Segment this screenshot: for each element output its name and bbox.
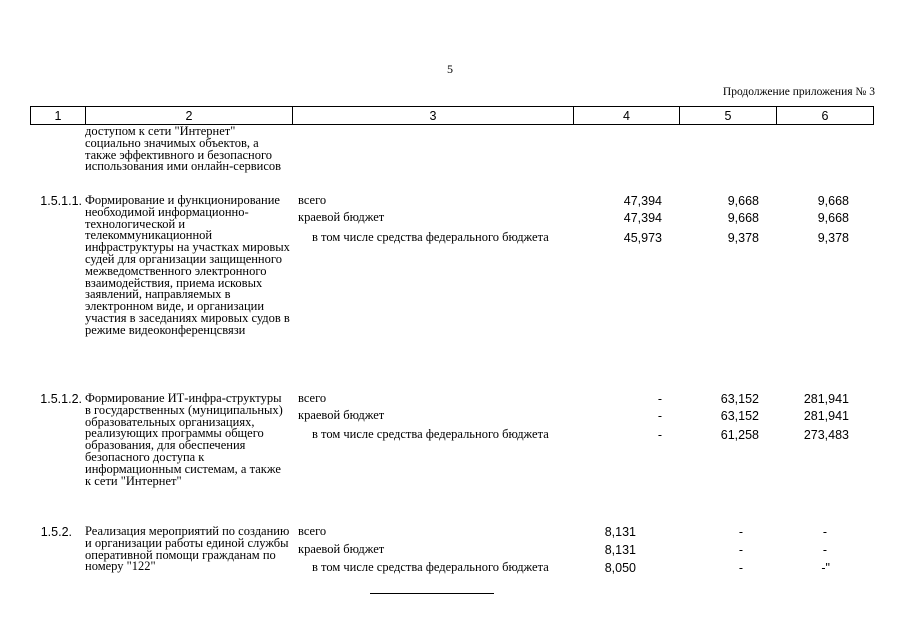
funding-line: [30, 428, 873, 446]
continuation-note: Продолжение приложения № 3: [722, 86, 875, 98]
value-col4: 47,394: [623, 211, 662, 225]
column-header-3: 3: [293, 107, 574, 125]
row-name: Формирование ИТ-инфра-структуры в государственных (муниципальных) образовательных организациях, реализующих программы общего образования, для обеспечения безопасного доступа к информационным системам, а также к сети "Интернет": [85, 391, 283, 488]
end-of-table-rule: [370, 593, 494, 594]
value-col4: 47,394: [623, 194, 662, 208]
funding-line: [30, 409, 873, 427]
value-col5: 63,152: [720, 409, 759, 423]
value-col5: -: [738, 561, 743, 575]
value-col4: -: [657, 428, 662, 442]
funding-source: в том числе средства федерального бюджета: [312, 560, 549, 574]
funding-line: [30, 392, 873, 410]
page-number: 5: [447, 62, 453, 76]
budget-table: [30, 106, 874, 125]
row-code: 1.5.1.1.: [40, 194, 82, 208]
value-col5: 61,258: [720, 428, 759, 442]
funding-line: [30, 194, 873, 212]
column-header-5: 5: [680, 107, 777, 125]
funding-source: всего: [298, 524, 327, 538]
value-col6: -: [822, 543, 827, 557]
value-col5: 9,668: [727, 194, 759, 208]
value-col4: -: [657, 392, 662, 406]
value-col4: 45,973: [623, 231, 662, 245]
funding-source: всего: [298, 391, 327, 405]
column-header-1: 1: [31, 107, 86, 125]
value-col6: 273,483: [803, 428, 849, 442]
value-col4: 8,131: [604, 525, 636, 539]
funding-line: [30, 543, 873, 561]
value-col6: -": [821, 561, 830, 575]
row-code: 1.5.1.2.: [40, 392, 82, 406]
funding-source: краевой бюджет: [298, 210, 385, 224]
value-col5: -: [738, 543, 743, 557]
value-col6: 281,941: [803, 409, 849, 423]
value-col5: -: [738, 525, 743, 539]
funding-line: [30, 525, 873, 543]
funding-line: [30, 231, 873, 249]
column-header-2: 2: [86, 107, 293, 125]
funding-source: краевой бюджет: [298, 542, 385, 556]
column-header-4: 4: [574, 107, 680, 125]
funding-source: в том числе средства федерального бюджета: [312, 230, 549, 244]
row-name: Реализация мероприятий по созданию и организации работы единой службы оперативной помощи гражданам по номеру "122": [85, 524, 290, 574]
value-col4: 8,131: [604, 543, 636, 557]
column-header-6: 6: [777, 107, 874, 125]
funding-line: [30, 561, 873, 579]
value-col5: 9,668: [727, 211, 759, 225]
funding-source: в том числе средства федерального бюджета: [312, 427, 549, 441]
value-col6: 9,668: [817, 194, 849, 208]
value-col4: -: [657, 409, 662, 423]
carryover-name: доступом к сети "Интернет" социально значимых объектов, а также эффективного и безопасного использования ими онлайн-сервисов: [85, 124, 282, 174]
value-col5: 9,378: [727, 231, 759, 245]
value-col5: 63,152: [720, 392, 759, 406]
funding-source: всего: [298, 193, 327, 207]
funding-line: [30, 211, 873, 229]
row-name: Формирование и функционирование необходимой информационно-технологической и телекоммуникационной инфраструктуры на участках мировых судей для организации защищенного межведомственного электронного взаимодействия, приема исковых заявлений, направляемых в электронном виде, и организации участия в заседаниях мировых судов в режиме видеоконференцсвязи: [85, 193, 290, 337]
value-col4: 8,050: [604, 561, 636, 575]
value-col6: 9,378: [817, 231, 849, 245]
value-col6: 281,941: [803, 392, 849, 406]
value-col6: 9,668: [817, 211, 849, 225]
table-header-row: [31, 107, 874, 125]
funding-source: краевой бюджет: [298, 408, 385, 422]
row-code: 1.5.2.: [40, 525, 72, 539]
value-col6: -: [822, 525, 827, 539]
